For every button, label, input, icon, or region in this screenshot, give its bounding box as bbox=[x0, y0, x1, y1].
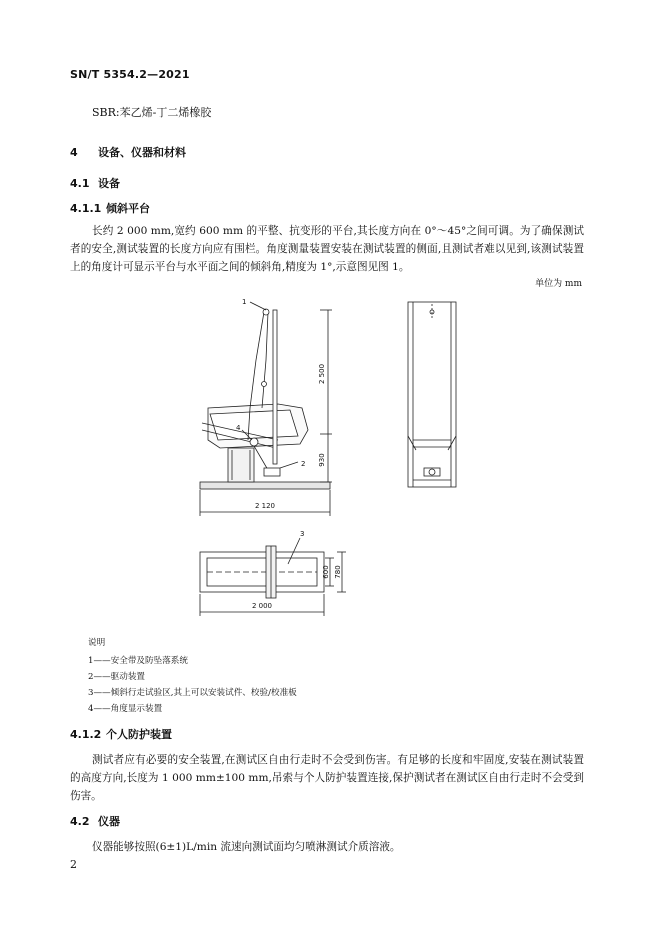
dim-height-base: 930 bbox=[318, 453, 326, 467]
standard-header: SN/T 5354.2—2021 bbox=[70, 68, 190, 81]
dim-height-total: 2 500 bbox=[318, 363, 326, 385]
section-number: 4.1.1 bbox=[70, 202, 102, 215]
figure-1-diagram bbox=[180, 290, 490, 620]
legend-title: 说明 bbox=[88, 638, 106, 648]
callout-3: 3 bbox=[300, 530, 305, 538]
section-number: 4.2 bbox=[70, 815, 90, 828]
section-4-1-2-body: 测试者应有必要的安全装置,在测试区自由行走时不会受到伤害。有足够的长度和牢固度,安装在测试装置的高度方向,长度为 1 000 mm±100 mm,吊索与个人防护装置连接,保护测试者在测试区自由行走时不会受到伤害。 bbox=[70, 754, 584, 802]
dim-width-side: 2 120 bbox=[254, 502, 276, 510]
section-number: 4.1 bbox=[70, 177, 90, 190]
section-number: 4 bbox=[70, 146, 78, 159]
section-4-2-heading bbox=[70, 813, 120, 829]
section-4-1-heading bbox=[70, 175, 120, 191]
callout-2: 2 bbox=[301, 460, 306, 468]
dim-outer-width: 780 bbox=[334, 565, 342, 579]
callout-4: 4 bbox=[236, 424, 241, 432]
side-view bbox=[200, 298, 332, 516]
section-title: 设备 bbox=[98, 177, 120, 190]
callout-1: 1 bbox=[242, 298, 247, 306]
section-title: 设备、仪器和材料 bbox=[98, 146, 186, 159]
section-title: 仪器 bbox=[98, 815, 120, 828]
section-4-1-1-body: 长约 2 000 mm,宽约 600 mm 的平整、抗变形的平台,其长度方向在 0°～45°之间可调。为了确保测试者的安全,测试装置的长度方向应有围栏。角度测量装置安装在测试装置的侧面,且测试者难以见到,该测试装置上的角度计可显示平台与水平面之间的倾斜角,精度为 1°,示意图见图 1。 bbox=[70, 225, 584, 273]
abbreviation-sbr: SBR:苯乙烯-丁二烯橡胶 bbox=[92, 106, 212, 119]
legend-item: 4——角度显示装置 bbox=[88, 704, 163, 714]
section-4-heading bbox=[70, 144, 186, 160]
dim-inner-width: 600 bbox=[322, 565, 330, 579]
unit-label: 单位为 mm bbox=[535, 279, 582, 289]
section-4-1-2-heading bbox=[70, 726, 172, 742]
section-title: 个人防护装置 bbox=[106, 728, 172, 741]
section-4-2-body: 仪器能够按照(6±1)L/min 流速向测试面均匀喷淋测试介质溶液。 bbox=[92, 841, 401, 853]
top-view bbox=[200, 530, 346, 616]
front-view bbox=[408, 302, 456, 487]
section-number: 4.1.2 bbox=[70, 728, 102, 741]
section-4-1-1-heading bbox=[70, 200, 150, 216]
dim-width-top: 2 000 bbox=[251, 602, 273, 610]
legend-item: 1——安全带及防坠落系统 bbox=[88, 656, 188, 666]
legend-item: 2——驱动装置 bbox=[88, 672, 146, 682]
section-title: 倾斜平台 bbox=[106, 202, 150, 215]
legend-item: 3——倾斜行走试验区,其上可以安装试件、校验/校准板 bbox=[88, 688, 297, 698]
page-number: 2 bbox=[70, 858, 77, 871]
